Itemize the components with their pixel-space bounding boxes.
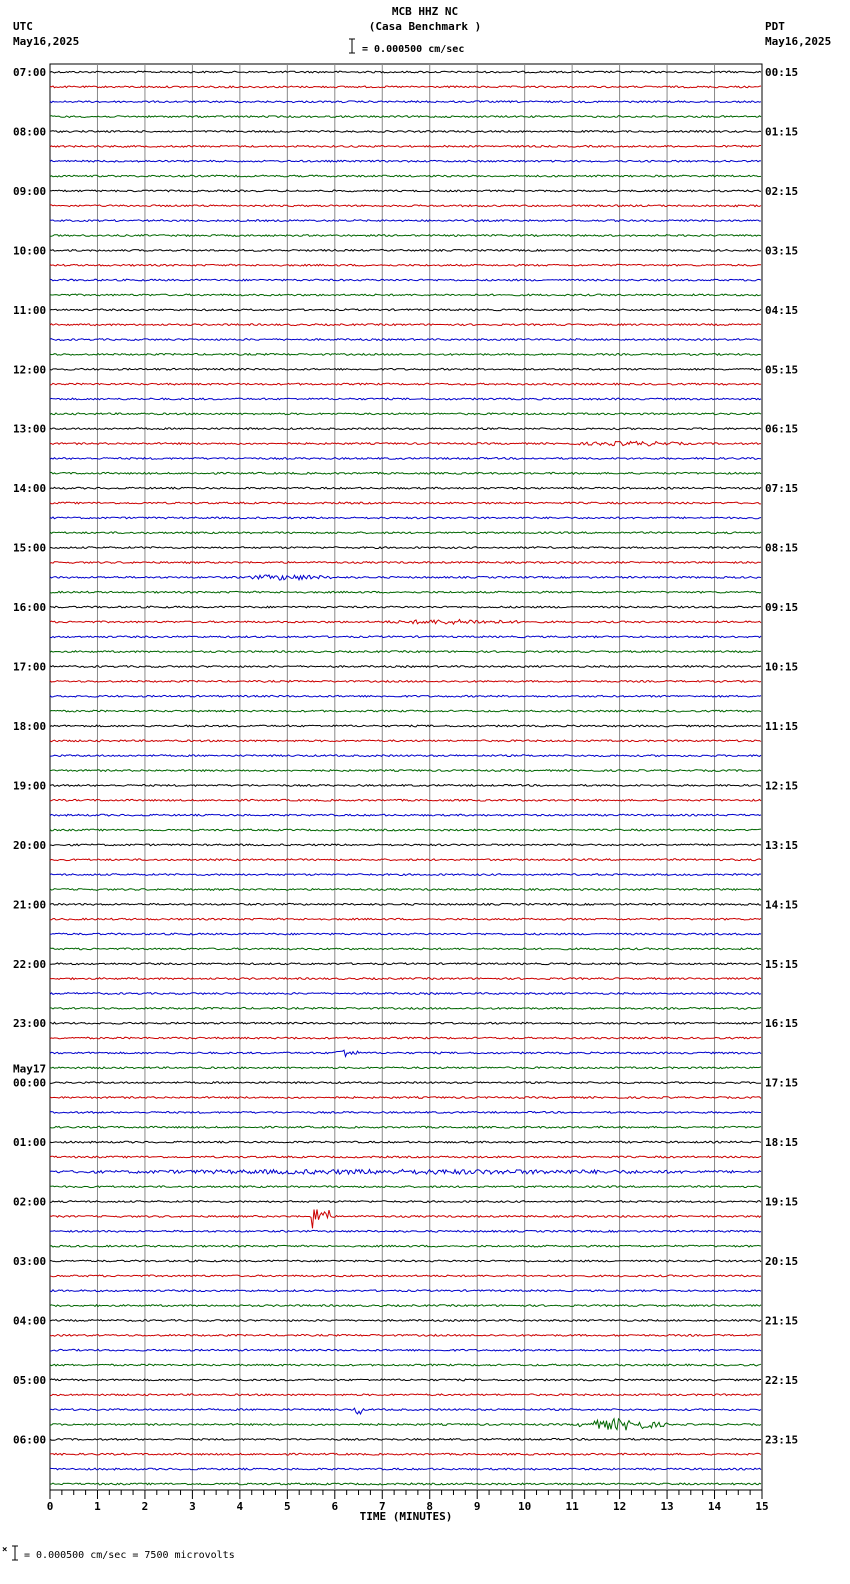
x-tick-label: 8	[426, 1500, 434, 1513]
seismic-trace	[50, 339, 761, 341]
seismic-trace	[50, 725, 761, 727]
seismic-trace	[50, 220, 761, 222]
pdt-hour-label: 11:15	[765, 719, 799, 733]
station-location: (Casa Benchmark )	[368, 20, 482, 33]
utc-hour-label: 04:00	[13, 1314, 47, 1328]
seismic-trace	[50, 948, 761, 950]
seismic-trace	[50, 1364, 761, 1366]
seismic-trace	[50, 710, 761, 712]
x-tick-label: 2	[141, 1500, 149, 1513]
seismic-trace	[50, 770, 761, 772]
seismic-trace	[50, 575, 761, 580]
x-tick-label: 3	[189, 1500, 196, 1513]
seismic-trace	[50, 1082, 761, 1084]
utc-hour-label: 16:00	[13, 601, 47, 615]
seismic-trace	[50, 1349, 761, 1351]
utc-hour-label: 03:00	[13, 1255, 47, 1268]
x-tick-label: 12	[612, 1500, 627, 1513]
x-tick-label: 10	[518, 1500, 532, 1513]
seismic-trace	[50, 1141, 761, 1143]
seismic-trace	[50, 681, 761, 683]
left-timezone: UTC	[13, 20, 33, 33]
utc-hour-label: 23:00	[13, 1017, 47, 1031]
pdt-hour-label: 12:15	[765, 779, 799, 793]
utc-date-label: May17	[13, 1062, 47, 1076]
pdt-hour-label: 10:15	[765, 660, 799, 674]
seismic-trace	[50, 190, 761, 192]
seismic-trace	[50, 1050, 761, 1056]
seismic-trace	[50, 532, 761, 534]
utc-hour-label: 12:00	[13, 363, 47, 377]
utc-hour-label: 01:00	[13, 1136, 47, 1150]
seismic-trace	[50, 993, 761, 995]
seismic-trace	[50, 116, 761, 118]
utc-hour-label: 06:00	[13, 1433, 47, 1447]
pdt-hour-label: 03:15	[765, 244, 799, 258]
seismic-trace	[50, 160, 761, 162]
pdt-hour-label: 00:15	[765, 66, 799, 79]
utc-hour-label: 13:00	[13, 422, 47, 436]
seismic-trace	[50, 1453, 761, 1455]
utc-hour-label: 14:00	[13, 482, 47, 496]
utc-hour-label: 18:00	[13, 719, 47, 733]
seismic-trace	[50, 844, 761, 846]
x-tick-label: 9	[473, 1500, 481, 1513]
seismic-trace	[50, 1305, 761, 1307]
pdt-hour-label: 05:15	[765, 363, 799, 377]
pdt-hour-label: 19:15	[765, 1195, 799, 1209]
seismic-trace	[50, 903, 761, 905]
x-tick-label: 7	[378, 1500, 386, 1513]
utc-hour-label: 20:00	[13, 838, 47, 852]
utc-hour-label: 09:00	[13, 184, 47, 198]
pdt-hour-label: 02:15	[765, 184, 799, 198]
seismic-trace	[50, 606, 761, 608]
seismic-trace	[50, 1201, 761, 1203]
pdt-hour-label: 17:15	[765, 1076, 799, 1090]
seismic-trace	[50, 1097, 761, 1099]
x-tick-label: 11	[565, 1500, 579, 1513]
seismic-trace	[50, 279, 761, 281]
utc-hour-label: 00:00	[13, 1076, 47, 1090]
seismic-trace	[50, 517, 761, 519]
pdt-hour-label: 08:15	[765, 541, 799, 555]
seismic-trace	[50, 1290, 761, 1292]
seismic-trace	[50, 1186, 761, 1188]
seismic-trace	[50, 368, 761, 370]
seismic-trace	[50, 814, 761, 816]
seismic-trace	[50, 1210, 761, 1229]
pdt-hour-label: 07:15	[765, 482, 799, 496]
x-tick-label: 0	[46, 1500, 54, 1513]
seismic-trace	[50, 472, 761, 474]
utc-hour-label: 10:00	[13, 244, 47, 258]
utc-hour-label: 02:00	[13, 1195, 47, 1209]
seismic-trace	[50, 145, 761, 147]
seismic-trace	[50, 1260, 761, 1262]
seismic-trace	[50, 487, 761, 489]
seismic-trace	[50, 354, 761, 356]
seismic-trace	[50, 1419, 761, 1431]
seismic-trace	[50, 1126, 761, 1128]
seismic-trace	[50, 1067, 761, 1069]
seismic-trace	[50, 859, 761, 861]
seismic-trace	[50, 250, 761, 252]
x-tick-label: 4	[236, 1500, 244, 1513]
seismic-trace	[50, 1112, 761, 1114]
x-tick-label: 5	[284, 1500, 291, 1513]
pdt-hour-label: 23:15	[765, 1433, 799, 1447]
seismic-trace	[50, 1379, 761, 1381]
footer-mark: ×	[2, 1545, 8, 1555]
seismic-trace	[50, 666, 761, 668]
seismic-trace	[50, 918, 761, 920]
utc-hour-label: 19:00	[13, 779, 47, 793]
x-tick-label: 6	[331, 1500, 339, 1513]
seismic-trace	[50, 1334, 761, 1336]
station-title: MCB HHZ NC	[391, 5, 459, 18]
seismic-trace	[50, 978, 761, 980]
seismic-trace	[50, 235, 761, 237]
seismic-trace	[50, 1320, 761, 1322]
seismic-trace	[50, 799, 761, 801]
pdt-hour-label: 04:15	[765, 303, 799, 317]
seismic-trace	[50, 398, 761, 400]
seismic-trace	[50, 383, 761, 385]
pdt-hour-label: 16:15	[765, 1017, 799, 1031]
seismic-trace	[50, 324, 761, 326]
x-tick-label: 15	[755, 1500, 769, 1513]
seismic-trace	[50, 1483, 761, 1485]
right-timezone: PDT	[765, 20, 785, 33]
seismic-trace	[50, 101, 761, 103]
seismic-trace	[50, 458, 761, 460]
seismic-trace	[50, 71, 761, 73]
footer-scale-bar-icon	[11, 1545, 19, 1564]
seismic-trace	[50, 963, 761, 965]
utc-hour-label: 05:00	[13, 1373, 47, 1387]
seismic-trace	[50, 1037, 761, 1039]
seismic-trace	[50, 1394, 761, 1396]
pdt-hour-label: 06:15	[765, 422, 799, 436]
seismic-trace	[50, 441, 761, 445]
utc-hour-label: 15:00	[13, 541, 47, 555]
seismic-trace	[50, 933, 761, 935]
seismic-trace	[50, 309, 761, 311]
seismic-trace	[50, 562, 761, 564]
x-tick-label: 1	[94, 1500, 101, 1513]
seismic-trace	[50, 651, 761, 653]
seismic-trace	[50, 205, 761, 207]
seismic-trace	[50, 1275, 761, 1277]
seismic-trace	[50, 1245, 761, 1247]
seismic-trace	[50, 86, 761, 88]
seismic-trace	[50, 740, 761, 742]
x-axis-label: TIME (MINUTES)	[359, 1510, 453, 1523]
pdt-hour-label: 13:15	[765, 838, 799, 852]
seismic-trace	[50, 502, 761, 504]
seismic-trace	[50, 547, 761, 549]
pdt-hour-label: 20:15	[765, 1255, 799, 1268]
seismic-trace	[50, 1007, 761, 1009]
seismic-trace	[50, 889, 761, 891]
utc-hour-label: 21:00	[13, 898, 47, 912]
seismic-trace	[50, 620, 761, 625]
seismic-trace	[50, 131, 761, 133]
right-date: May16,2025	[765, 35, 832, 48]
pdt-hour-label: 01:15	[765, 125, 799, 139]
seismic-trace	[50, 636, 761, 638]
x-tick-label: 14	[707, 1500, 722, 1513]
seismic-trace	[50, 1156, 761, 1158]
utc-hour-label: 11:00	[13, 303, 47, 317]
utc-hour-label: 07:00	[13, 66, 47, 79]
pdt-hour-label: 22:15	[765, 1373, 799, 1387]
pdt-hour-label: 09:15	[765, 601, 799, 615]
seismic-trace	[50, 829, 761, 831]
seismic-trace	[50, 1439, 761, 1441]
footer-scale-text: = 0.000500 cm/sec = 7500 microvolts	[24, 1550, 235, 1561]
seismic-trace	[50, 1169, 761, 1174]
seismic-trace	[50, 591, 761, 593]
seismic-trace	[50, 695, 761, 697]
pdt-hour-label: 15:15	[765, 957, 799, 971]
seismic-trace	[50, 264, 761, 266]
seismic-trace	[50, 1022, 761, 1024]
seismic-trace	[50, 874, 761, 876]
seismic-trace	[50, 175, 761, 177]
seismic-trace	[50, 1408, 761, 1414]
seismic-trace	[50, 428, 761, 430]
seismic-trace	[50, 1468, 761, 1470]
x-tick-label: 13	[660, 1500, 674, 1513]
left-date: May16,2025	[13, 35, 80, 48]
seismic-trace	[50, 785, 761, 787]
seismic-trace	[50, 294, 761, 296]
utc-hour-label: 22:00	[13, 957, 47, 971]
scale-text: = 0.000500 cm/sec	[362, 44, 465, 55]
seismic-trace	[50, 755, 761, 757]
pdt-hour-label: 14:15	[765, 898, 799, 912]
seismic-trace	[50, 413, 761, 415]
utc-hour-label: 08:00	[13, 125, 47, 139]
pdt-hour-label: 18:15	[765, 1136, 799, 1150]
utc-hour-label: 17:00	[13, 660, 47, 674]
seismic-trace	[50, 1230, 761, 1232]
pdt-hour-label: 21:15	[765, 1314, 799, 1328]
